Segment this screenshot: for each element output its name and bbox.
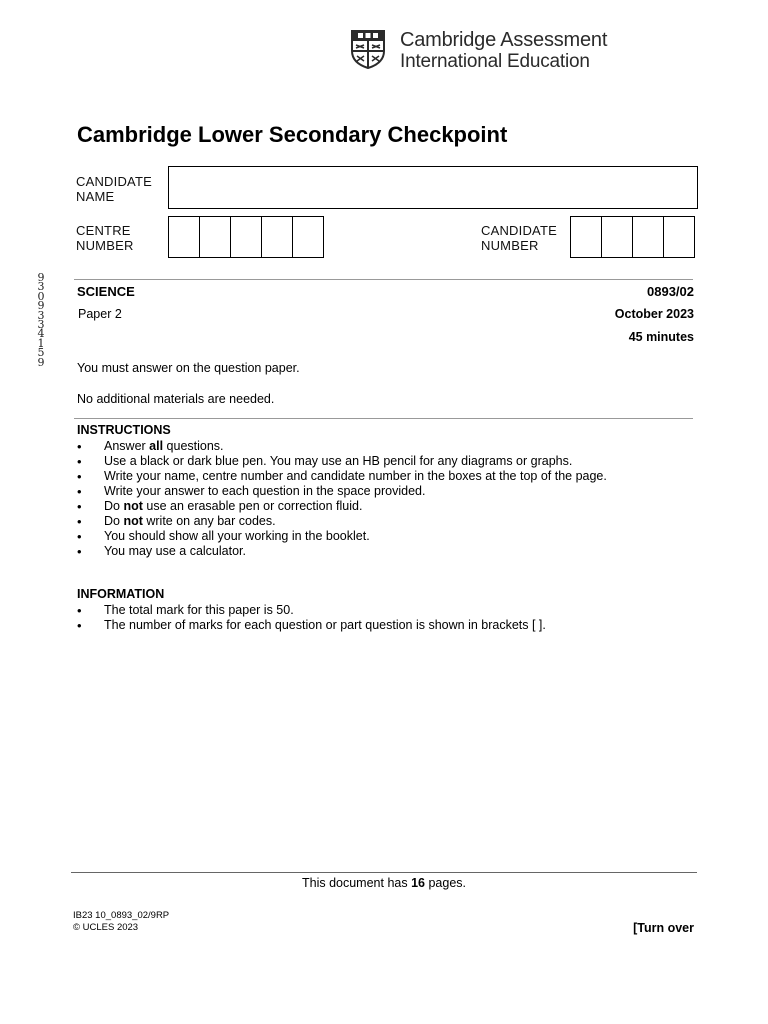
paper-reference: IB23 10_0893_02/9RP [73, 910, 170, 921]
centre-number-cell[interactable] [292, 216, 324, 258]
logo-line-1: Cambridge Assessment [400, 29, 608, 51]
centre-number-boxes [168, 216, 324, 258]
candidate-number-label-line2: NUMBER [481, 238, 539, 253]
paper-number: Paper 2 [78, 307, 122, 321]
candidate-number-cell[interactable] [632, 216, 664, 258]
candidate-name-label-line2: NAME [76, 189, 115, 204]
divider [74, 279, 693, 280]
subject: SCIENCE [77, 284, 135, 299]
candidate-number-label-line1: CANDIDATE [481, 223, 557, 238]
page-count: This document has 16 pages. [301, 876, 466, 890]
instruction-item: • Do not write on any bar codes. [77, 514, 607, 529]
barcode-digit: 9 [37, 355, 45, 369]
centre-number-cell[interactable] [230, 216, 262, 258]
barcode-digit: 1 [37, 336, 45, 350]
candidate-number-cell[interactable] [663, 216, 695, 258]
instruction-item: • You should show all your working in the booklet. [77, 529, 607, 544]
centre-number-cell[interactable] [168, 216, 200, 258]
centre-number-cell[interactable] [199, 216, 231, 258]
information-list [77, 603, 546, 633]
exam-duration: 45 minutes [628, 330, 694, 344]
centre-number-label-line2: NUMBER [76, 238, 134, 253]
instruction-item: • Write your answer to each question in the space provided. [77, 484, 607, 499]
divider [74, 418, 693, 419]
centre-number-label [76, 223, 134, 253]
candidate-name-label-line1: CANDIDATE [76, 174, 152, 189]
barcode-digit: 3 [37, 308, 45, 322]
instructions-list [77, 439, 607, 559]
centre-number-cell[interactable] [261, 216, 293, 258]
barcode-digit: 9 [37, 299, 45, 313]
barcode-digit: 3 [37, 280, 45, 294]
candidate-number-boxes [570, 216, 695, 258]
barcode-digit: 4 [37, 327, 45, 341]
page-title: Cambridge Lower Secondary Checkpoint [77, 122, 508, 147]
candidate-number-label [481, 223, 557, 253]
logo-line-2: International Education [400, 51, 590, 72]
candidate-name-box[interactable] [168, 166, 698, 209]
barcode-digit: 3 [37, 318, 45, 332]
answer-note: You must answer on the question paper. [77, 361, 300, 375]
instruction-item: • Do not use an erasable pen or correction fluid. [77, 499, 607, 514]
instruction-item: • Answer all questions. [77, 439, 607, 454]
instructions-heading: INSTRUCTIONS [77, 423, 171, 437]
candidate-number-cell[interactable] [570, 216, 602, 258]
instruction-item: • Use a black or dark blue pen. You may use an HB pencil for any diagrams or graphs. [77, 454, 607, 469]
barcode-digit: 0 [37, 289, 45, 303]
candidate-number-cell[interactable] [601, 216, 633, 258]
exam-session: October 2023 [614, 307, 694, 321]
cambridge-logo [350, 29, 610, 71]
copyright: © UCLES 2023 [73, 922, 139, 933]
information-item: • The total mark for this paper is 50. [77, 603, 546, 618]
footer-divider [71, 872, 697, 873]
barcode-digit: 9 [37, 271, 45, 284]
instruction-item: • Write your name, centre number and candidate number in the boxes at the top of the page. [77, 469, 607, 484]
information-item: • The number of marks for each question or part question is shown in brackets [ ]. [77, 618, 546, 633]
paper-code: 0893/02 [647, 284, 694, 299]
cambridge-crest-icon [350, 29, 386, 69]
candidate-name-label [76, 174, 152, 204]
materials-note: No additional materials are needed. [77, 392, 275, 406]
barcode-digit: 5 [37, 346, 45, 360]
centre-number-label-line1: CENTRE [76, 223, 131, 238]
turn-over: [Turn over [633, 921, 694, 935]
barcode-number [35, 273, 47, 367]
information-heading: INFORMATION [77, 587, 165, 601]
instruction-item: • You may use a calculator. [77, 544, 607, 559]
